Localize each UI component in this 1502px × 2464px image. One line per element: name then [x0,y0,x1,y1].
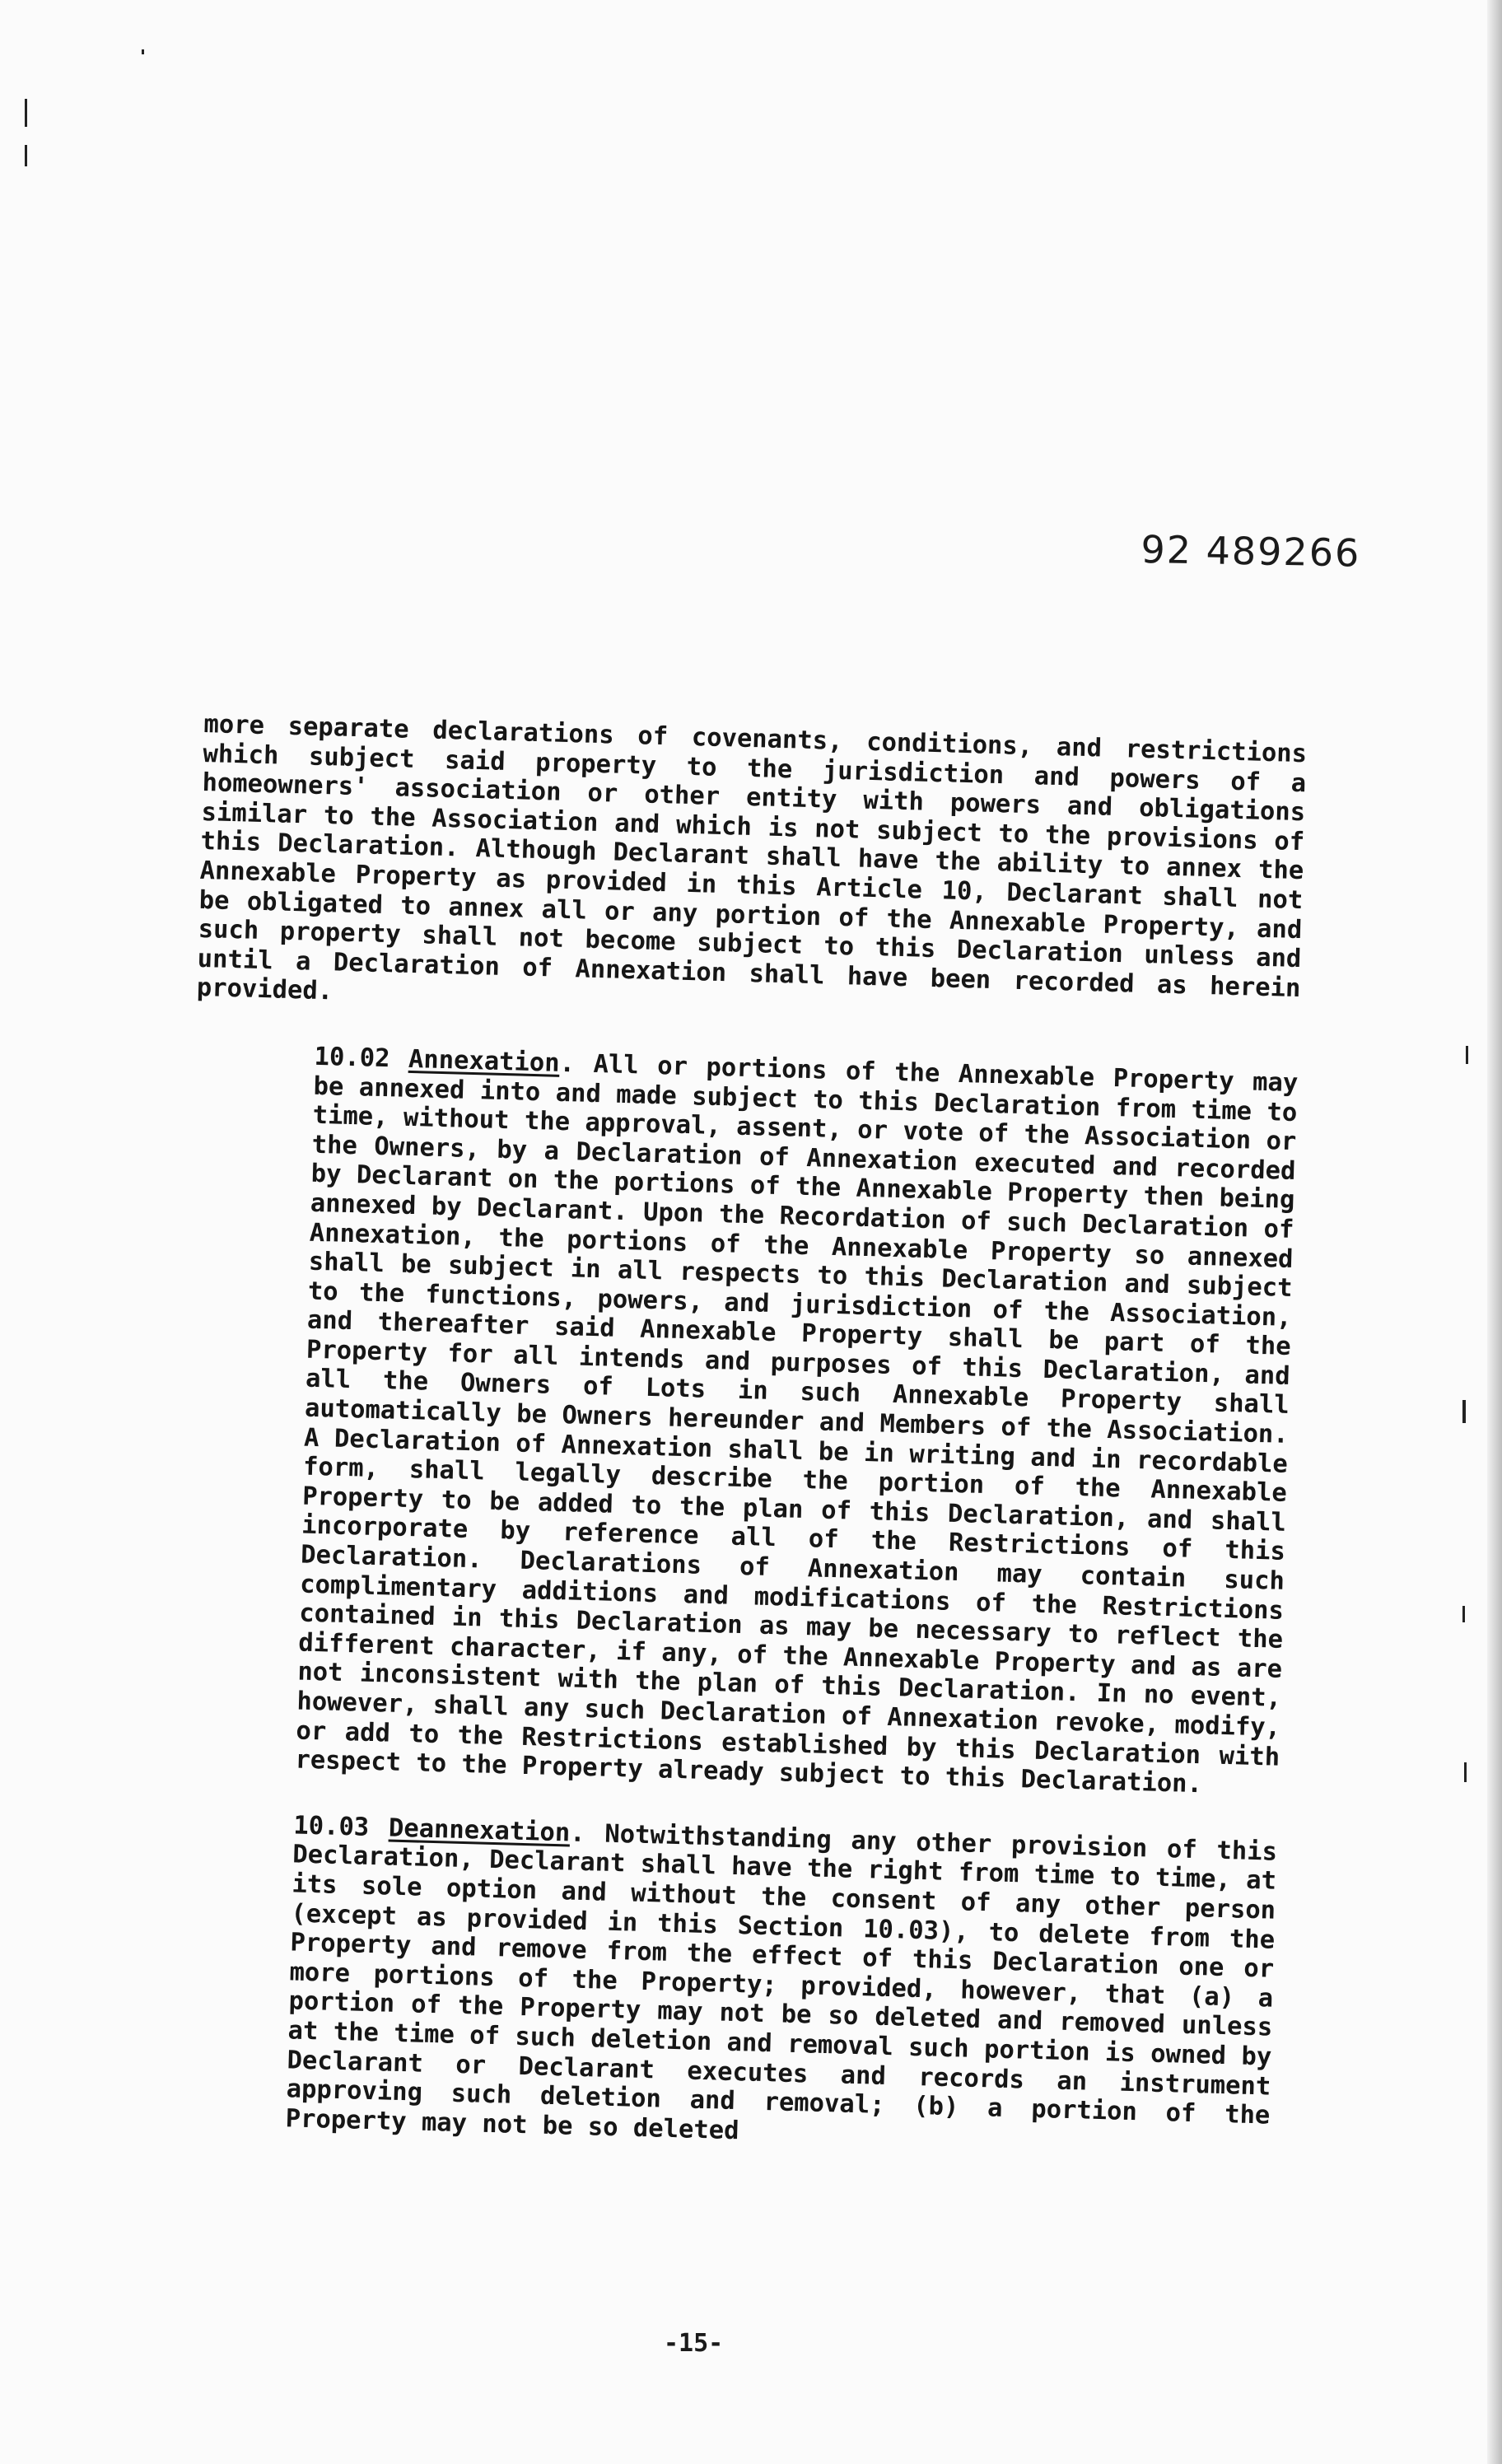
scan-speck [25,99,27,127]
section-heading-deannexation: Deannexation [388,1813,571,1848]
scan-speck [1464,1762,1467,1782]
section-number: 10.02 [314,1042,390,1074]
scan-speck [25,145,27,166]
section-10-02: 10.02 Annexation. All or portions of the Annexable Property may be annexed into and made subject to this Declaration from time to time, without the approval, assent, or vote of the Association or the Owners, by a Declaration of Annexation executed and recorded by Declarant on the portions of the Annexable Property then being annexed by Declarant. Upon the Recordation of such Declaration of Annexation, the portions of the Annexable Property so annexed shall be subject in all respects to this Declaration and subject to the functions, powers, and jurisdiction of the Association, and thereafter said Annexable Property shall be part of the Property for all intends and purposes of this Declaration, and all the Owners of Lots in such Annexable Property shall automatically be Owners hereunder and Members of the Association. A Declaration of Annexation shall be in writing and in recordable form, shall legally describe the portion of the Annexable Property to be added to the plan of this Declaration, and shall incorporate by reference all of the Restrictions of this Declaration. Declarations of Annexation may contain such complimentary additions and modifications of the Restrictions contained in this Declaration as may be necessary to reflect the different character, if any, of the Annexable Property and as are not inconsistent with the plan of this Declaration. In no event, however, shall any such Declaration of Annexation revoke, modify, or add to the Restrictions established by this Declaration with respect to the Property already subject to this Declaration. [295,1042,1314,1799]
scan-speck [1462,1606,1465,1622]
scan-speck [1466,1046,1468,1064]
page-number: -15- [664,2329,724,2358]
scan-speck [142,49,144,54]
scan-edge [1487,0,1502,2464]
scan-speck [1462,1400,1466,1423]
section-body: Notwithstanding any other provision of this Declaration, Declarant shall have the right from time to time, at its sole option and without the consent of any other person (except as provided in this Section 10.03), to delete from the Property and remove from the effect of this Declaration one or more portions of the Property; provided, however, that (a) a portion of the Property may not be so deleted and removed unless at the time of such deletion and removal such portion is owned by Declarant or Declarant executes and records an instrument approving such deletion and removal; (b) a portion of the Property may not be so deleted [285,1819,1293,2145]
section-body: All or portions of the Annexable Property may be annexed into and made subject to this Declaration from time to time, without the approval, assent, or vote of the Association or the Owners, by a Declaration of Annexation executed and recorded by Declarant on the portions of the Annexable Property then being annexed by Declarant. Upon the Recordation of such Declaration of Annexation, the portions of the Annexable Property so annexed shall be subject in all respects to this Declaration and subject to the functions, powers, and jurisdiction of the Association, and thereafter said Annexable Property shall be part of the Property for all intends and purposes of this Declaration, and all the Owners of Lots in such Annexable Property shall automatically be Owners hereunder and Members of the Association. A Declaration of Annexation shall be in writing and in recordable form, shall legally describe the portion of the Annexable Property to be added to the plan of this Declaration, and shall incorporate by reference all of the Restrictions of this Declaration. Declarations of Annexation may contain such complimentary additions and modifications of the Restrictions contained in this Declaration as may be necessary to reflect the different character, if any, of the Annexable Property and as are not inconsistent with the plan of this Declaration. In no event, however, shall any such Declaration of Annexation revoke, modify, or add to the Restrictions established by this Declaration with respect to the Property already subject to this Declaration. [295,1049,1314,1799]
section-10-03: 10.03 Deannexation. Notwithstanding any other provision of this Declaration, Declarant shall have the right from time to time, at its sole option and without the consent of any other person (except as provided in this Section 10.03), to delete from the Property and remove from the effect of this Declaration one or more portions of the Property; provided, however, that (a) a portion of the Property may not be so deleted and removed unless at the time of such deletion and removal such portion is owned by Declarant or Declarant executes and records an instrument approving such deletion and removal; (b) a portion of the Property may not be so deleted [285,1811,1293,2145]
document-body [166,710,1322,2160]
recording-number: 92 489266 [1140,527,1361,576]
section-number: 10.03 [292,1811,370,1842]
section-heading-annexation: Annexation [408,1044,561,1078]
continuation-paragraph: more separate declarations of covenants, conditions, and restrictions which subject said property to the jurisdiction and powers of a homeowners' association or other entity with powers and obligations similar to the Association and which is not subject to the provisions of this Declaration. Although Declarant shall have the ability to annex the Annexable Property as provided in this Article 10, Declarant shall not be obligated to annex all or any portion of the Annexable Property, and such property shall not become subject to this Declaration unless and until a Declaration of Annexation shall have been recorded as herein provided. [196,710,1322,1006]
